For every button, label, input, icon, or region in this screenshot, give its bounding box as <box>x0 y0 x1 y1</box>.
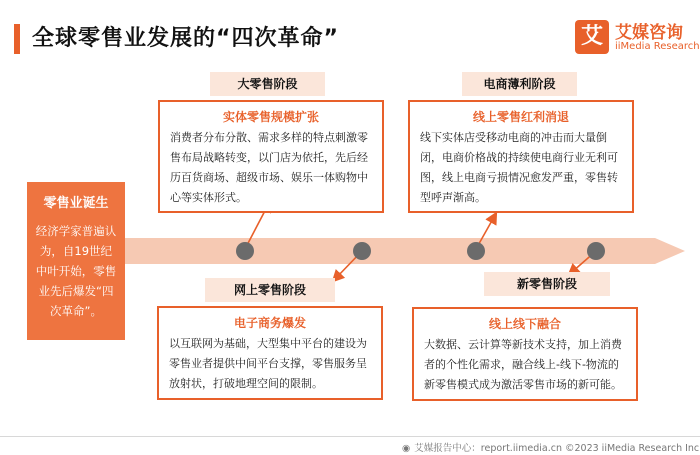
origin-title: 零售业诞生 <box>43 196 109 211</box>
stage-subtitle-1: 实体零售规模扩张 <box>222 110 319 124</box>
stage-subtitle-2: 电子商务爆发 <box>233 316 306 330</box>
stage-box-1 <box>158 100 384 213</box>
timeline-node-1 <box>236 242 254 260</box>
stage-text-4: 大数据、云计算等新技术支持，加上消费者的个性化需求，融合线上-线下-物流的新零售模式成为激活零售市场的新可能。 <box>424 338 622 391</box>
timeline-node-3 <box>467 242 485 260</box>
page-title: 全球零售业发展的“四次革命” <box>32 26 339 51</box>
origin-box <box>27 182 125 340</box>
stage-box-2 <box>157 306 383 400</box>
stage-label-1: 大零售阶段 <box>210 72 325 96</box>
stage-box-4 <box>412 307 638 401</box>
logo-icon: 艾 <box>575 20 609 54</box>
stage-label-3: 电商薄利阶段 <box>462 72 577 96</box>
stage-label-4: 新零售阶段 <box>484 272 610 296</box>
stage-text-2: 以互联网为基础，大型集中平台的建设为零售业者提供中间平台支撑，零售服务呈放射状，打破地理空间的限制。 <box>169 337 367 390</box>
footer-divider <box>0 436 700 437</box>
stage-box-3 <box>408 100 634 213</box>
logo-name: 艾媒咨询 <box>615 23 683 43</box>
footer-text: 艾媒报告中心：report.iimedia.cn ©2023 iiMedia Research Inc <box>414 443 700 454</box>
logo-subtitle: iiMedia Research <box>615 41 700 52</box>
timeline-node-2 <box>353 242 371 260</box>
stage-subtitle-3: 线上零售红利消退 <box>472 110 569 124</box>
footer <box>402 440 700 454</box>
stage-text-1: 消费者分布分散、需求多样的特点刺激零售布局战略转变，以门店为依托，先后经历百货商场、超级市场、娱乐一体购物中心等实体形式。 <box>170 131 368 204</box>
media-icon: ◉ <box>402 443 411 454</box>
stage-subtitle-4: 线上线下融合 <box>488 317 561 331</box>
origin-text: 经济学家普遍认为，自19世纪中叶开始，零售业先后爆发“四次革命”。 <box>35 224 117 318</box>
timeline-node-4 <box>587 242 605 260</box>
stage-label-2: 网上零售阶段 <box>205 278 335 302</box>
stage-text-3: 线下实体店受移动电商的冲击而大量倒闭，电商价格战的持续使电商行业无利可图，线上电商亏损情况愈发严重，零售转型呼声渐高。 <box>420 131 618 204</box>
